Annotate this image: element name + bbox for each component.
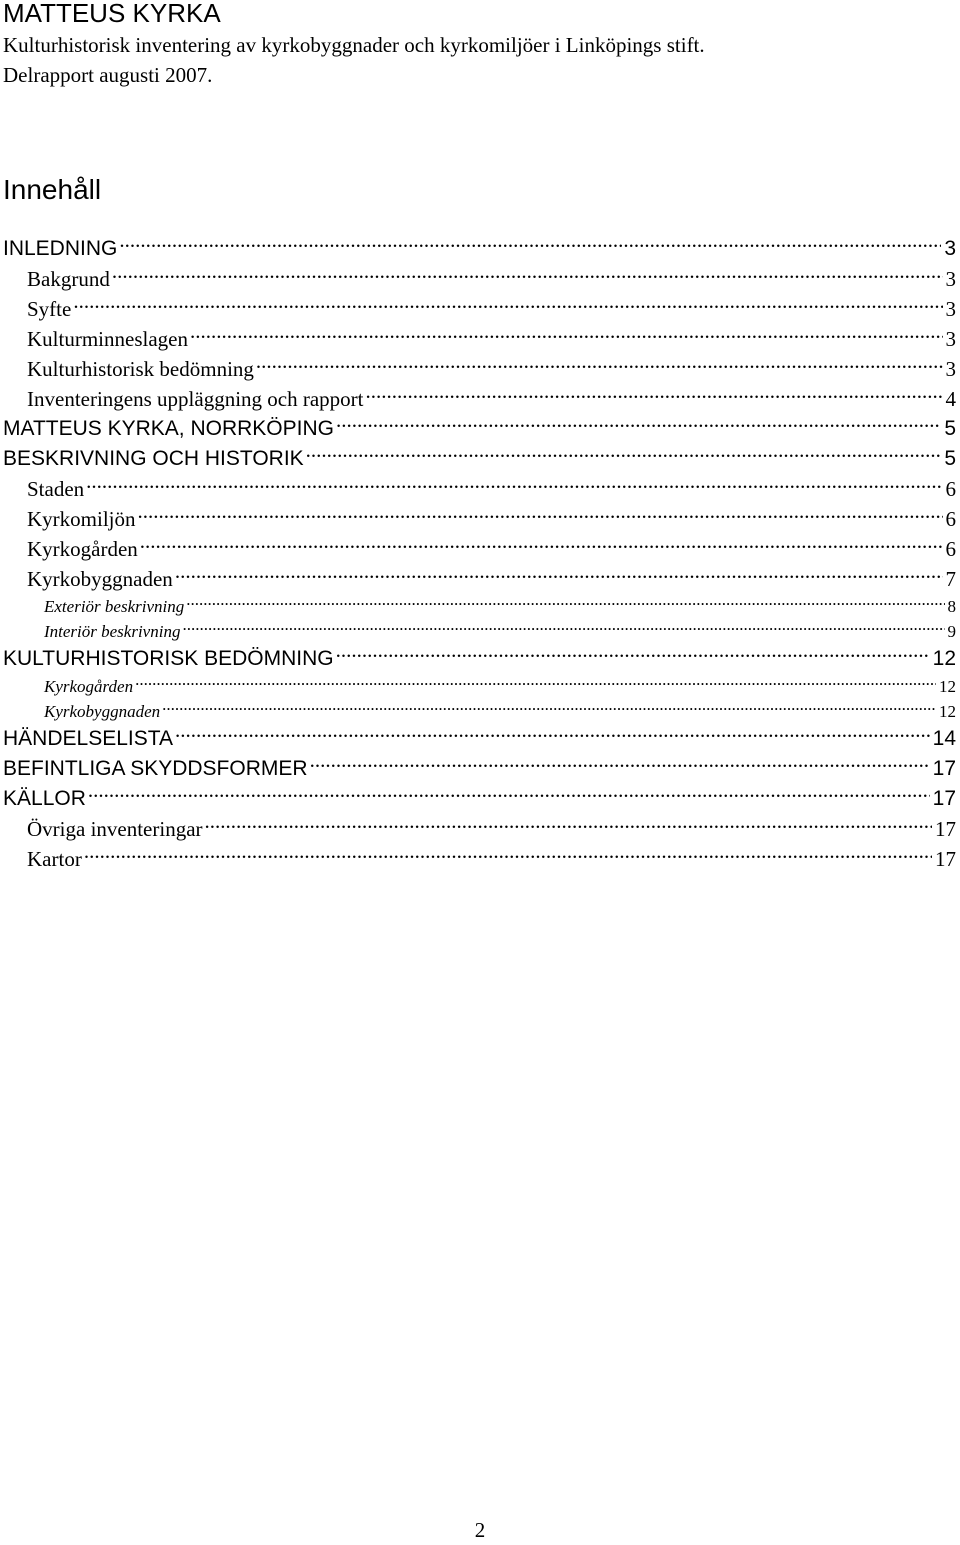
toc-entry-page: 17 xyxy=(935,847,956,871)
toc-entry[interactable] xyxy=(0,264,956,294)
toc-entry-page: 6 xyxy=(945,507,956,531)
toc-entry[interactable] xyxy=(0,594,956,619)
dot-leader xyxy=(205,815,932,836)
report-date: Delrapport augusti 2007. xyxy=(3,63,213,87)
toc-entry[interactable] xyxy=(0,474,956,504)
dot-leader xyxy=(112,265,943,286)
dot-leader xyxy=(175,724,930,745)
toc-entry-page: 3 xyxy=(945,297,956,321)
toc-entry[interactable] xyxy=(0,414,956,444)
dot-leader xyxy=(86,475,942,496)
toc-entry-label: Kyrkomiljön xyxy=(27,507,136,531)
toc-entry[interactable] xyxy=(0,699,956,724)
toc-heading: Innehåll xyxy=(3,174,102,205)
toc-entry-label: Kyrkobyggnaden xyxy=(27,567,173,591)
toc-entry-page: 6 xyxy=(945,477,956,501)
dot-leader xyxy=(336,414,941,435)
toc-entry-label: Kyrkogården xyxy=(44,677,134,696)
toc-entry-page: 14 xyxy=(932,727,956,750)
dot-leader xyxy=(138,505,943,526)
toc-entry-label: Staden xyxy=(27,477,85,501)
toc-entry-page: 3 xyxy=(944,237,956,260)
toc-entry-page: 7 xyxy=(945,567,956,591)
toc-entry-label: BEFINTLIGA SKYDDSFORMER xyxy=(3,757,308,780)
toc-entry[interactable] xyxy=(0,384,956,414)
dot-leader xyxy=(310,754,930,775)
toc-entry[interactable] xyxy=(0,504,956,534)
document-title: MATTEUS KYRKA xyxy=(3,0,221,28)
toc-entry-label: HÄNDELSELISTA xyxy=(3,727,173,750)
toc-entry[interactable] xyxy=(0,564,956,594)
toc-entry-label: Kyrkogården xyxy=(27,537,138,561)
toc-entry-label: Kartor xyxy=(27,847,82,871)
toc-entry-label: Exteriör beskrivning xyxy=(44,597,185,616)
toc-entry-page: 17 xyxy=(932,787,956,810)
dot-leader xyxy=(366,385,943,406)
toc-entry[interactable] xyxy=(0,644,956,674)
toc-entry[interactable] xyxy=(0,674,956,699)
toc-entry-page: 3 xyxy=(945,357,956,381)
document-subtitle: Kulturhistorisk inventering av kyrkobyggnader och kyrkomiljöer i Linköpings stift. xyxy=(3,33,705,57)
toc-entry-label: MATTEUS KYRKA, NORRKÖPING xyxy=(3,417,334,440)
toc-entry-page: 12 xyxy=(939,677,956,696)
toc-entry[interactable] xyxy=(0,724,956,754)
toc-entry-label: Interiör beskrivning xyxy=(44,622,181,641)
toc-entry-label: KULTURHISTORISK BEDÖMNING xyxy=(3,647,334,670)
toc-entry-label: KÄLLOR xyxy=(3,787,86,810)
dot-leader xyxy=(162,700,936,717)
toc-entry-label: INLEDNING xyxy=(3,237,118,260)
toc-entry[interactable] xyxy=(0,754,956,784)
toc-entry[interactable] xyxy=(0,444,956,474)
toc-entry-label: Övriga inventeringar xyxy=(27,817,203,841)
toc-entry-page: 17 xyxy=(935,817,956,841)
dot-leader xyxy=(140,535,943,556)
toc-entry-label: Kyrkobyggnaden xyxy=(44,702,161,721)
dot-leader xyxy=(186,595,944,612)
dot-leader xyxy=(135,675,936,692)
toc-entry[interactable] xyxy=(0,534,956,564)
toc-entry[interactable] xyxy=(0,844,956,874)
toc-entry-label: Kulturminneslagen xyxy=(27,327,188,351)
dot-leader xyxy=(182,620,944,637)
toc-entry-page: 3 xyxy=(945,267,956,291)
dot-leader xyxy=(336,644,930,665)
dot-leader xyxy=(73,295,942,316)
toc-entry[interactable] xyxy=(0,354,956,384)
toc-entry-label: Syfte xyxy=(27,297,72,321)
toc-entry-page: 12 xyxy=(939,702,956,721)
dot-leader xyxy=(84,845,932,866)
dot-leader xyxy=(190,325,943,346)
dot-leader xyxy=(175,565,943,586)
dot-leader xyxy=(256,355,943,376)
toc-entry-page: 12 xyxy=(932,647,956,670)
dot-leader xyxy=(119,234,941,255)
toc-entry-page: 17 xyxy=(932,757,956,780)
toc-entry-page: 9 xyxy=(947,622,956,641)
toc-entry-label: BESKRIVNING OCH HISTORIK xyxy=(3,447,304,470)
dot-leader xyxy=(88,784,930,805)
toc-entry-label: Bakgrund xyxy=(27,267,110,291)
toc-entry-page: 8 xyxy=(947,597,956,616)
dot-leader xyxy=(306,444,942,465)
page-number: 2 xyxy=(474,1518,486,1542)
toc-entry-label: Inventeringens uppläggning och rapport xyxy=(27,387,364,411)
toc-entry[interactable] xyxy=(0,619,956,644)
toc-entry-page: 3 xyxy=(945,327,956,351)
toc-entry[interactable] xyxy=(0,784,956,814)
toc-entry-page: 5 xyxy=(944,417,956,440)
toc-entry[interactable] xyxy=(0,234,956,264)
toc-entry-page: 6 xyxy=(945,537,956,561)
toc-entry[interactable] xyxy=(0,324,956,354)
toc-entry-page: 5 xyxy=(944,447,956,470)
toc-entry[interactable] xyxy=(0,814,956,844)
toc-entry[interactable] xyxy=(0,294,956,324)
toc-entry-page: 4 xyxy=(945,387,956,411)
toc-entry-label: Kulturhistorisk bedömning xyxy=(27,357,254,381)
table-of-contents xyxy=(0,234,956,874)
